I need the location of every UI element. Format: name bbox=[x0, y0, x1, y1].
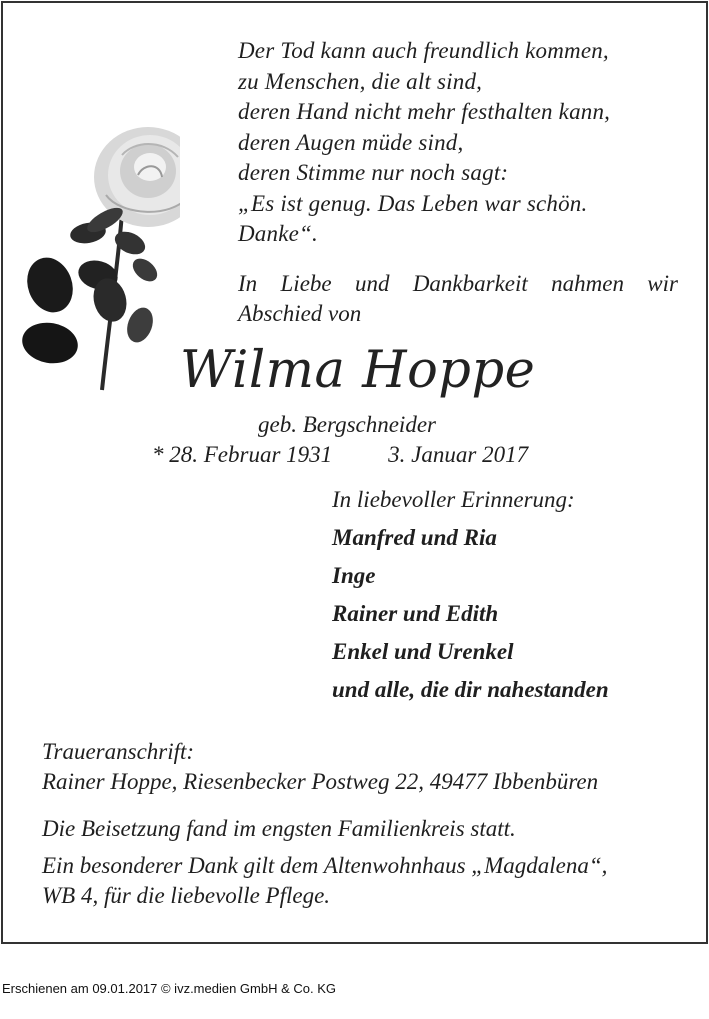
intro-word: und bbox=[354, 271, 390, 296]
poem-line: zu Menschen, die alt sind, bbox=[238, 68, 483, 94]
mourner-name: und alle, die dir nahestanden bbox=[332, 677, 609, 702]
poem-line: Der Tod kann auch freundlich kommen, bbox=[238, 38, 609, 63]
maiden-name: geb. Bergschneider bbox=[258, 412, 436, 437]
thanks-line: Ein besonderer Dank gilt dem Altenwohnhaus „Magdalena“, bbox=[42, 853, 608, 878]
memory-heading: In liebevoller Erinnerung: bbox=[332, 487, 575, 512]
poem-line: deren Hand nicht mehr festhalten kann, bbox=[238, 99, 611, 124]
poem-line: Danke“. bbox=[238, 221, 318, 246]
intro-word: Liebe bbox=[280, 271, 332, 296]
mourning-address bbox=[42, 737, 598, 797]
intro-text bbox=[238, 269, 678, 329]
intro-line-1 bbox=[238, 269, 678, 299]
deceased-name: Wilma Hoppe bbox=[180, 341, 536, 400]
birth-date: * 28. Februar 1931 bbox=[152, 442, 333, 467]
thanks-line: WB 4, für die liebevolle Pflege. bbox=[42, 883, 331, 908]
poem bbox=[238, 36, 678, 250]
thanks-note bbox=[42, 851, 607, 911]
mourner-name: Rainer und Edith bbox=[332, 601, 499, 626]
intro-word: Dankbarkeit bbox=[412, 271, 528, 296]
intro-word: In bbox=[238, 271, 258, 296]
publication-footer: Erschienen am 09.01.2017 © ivz.medien GmbH & Co. KG bbox=[2, 981, 337, 996]
mourners-list bbox=[332, 522, 609, 712]
death-date: 3. Januar 2017 bbox=[388, 442, 529, 467]
intro-line-2: Abschied von bbox=[238, 301, 362, 326]
poem-line: deren Stimme nur noch sagt: bbox=[238, 160, 509, 185]
intro-word: wir bbox=[647, 271, 678, 296]
poem-line: „Es ist genug. Das Leben war schön. bbox=[238, 190, 588, 216]
life-dates bbox=[152, 440, 528, 470]
rose-icon bbox=[10, 115, 180, 400]
poem-line: deren Augen müde sind, bbox=[238, 129, 464, 155]
intro-word: nahmen bbox=[551, 271, 624, 296]
address-label: Traueranschrift: bbox=[42, 739, 195, 764]
address-value: Rainer Hoppe, Riesenbecker Postweg 22, 49477 Ibbenbüren bbox=[42, 769, 599, 794]
mourner-name: Manfred und Ria bbox=[332, 525, 497, 550]
mourner-name: Enkel und Urenkel bbox=[332, 639, 514, 664]
burial-note: Die Beisetzung fand im engsten Familienkreis statt. bbox=[42, 816, 516, 841]
mourner-name: Inge bbox=[332, 563, 376, 588]
